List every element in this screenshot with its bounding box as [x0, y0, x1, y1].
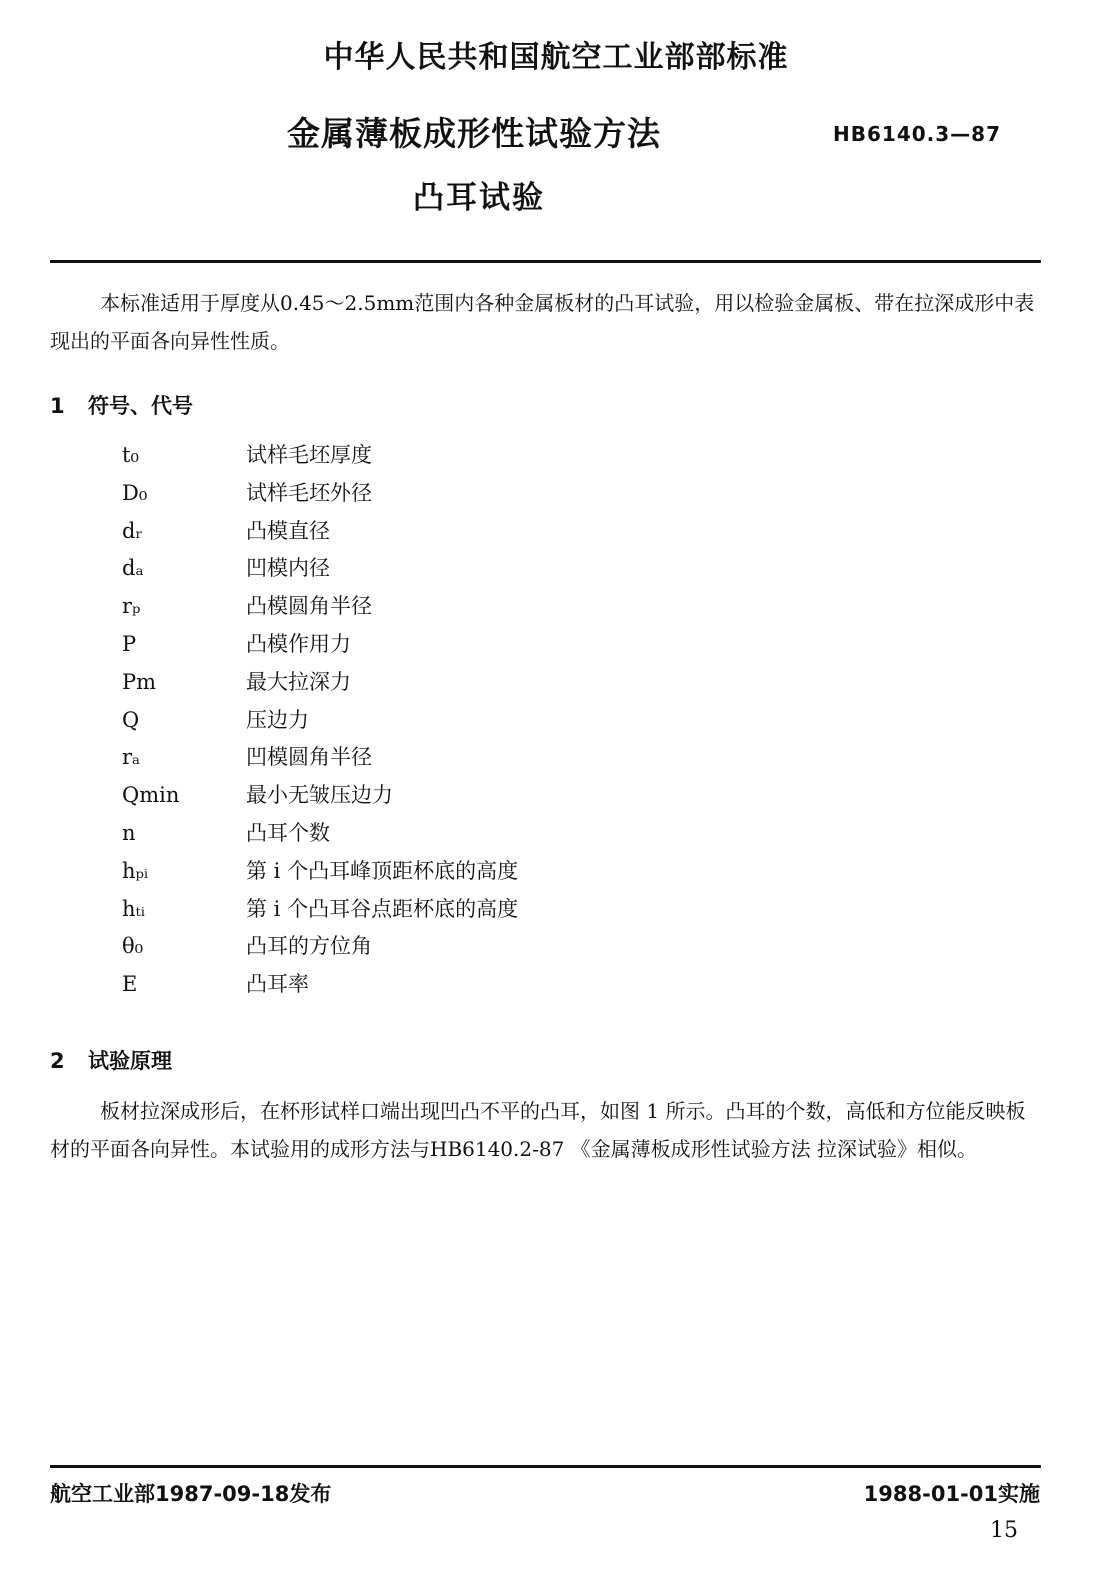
section-2-heading — [50, 1045, 172, 1075]
symbol: E — [122, 972, 138, 997]
document-subtitle: 凸耳试验 — [413, 180, 545, 216]
symbol: θ₀ — [122, 934, 144, 959]
symbol-description: 最大拉深力 — [246, 669, 351, 694]
section-number: 1 — [50, 394, 65, 418]
section-2-paragraph: 板材拉深成形后，在杯形试样口端出现凹凸不平的凸耳，如图 1 所示。凸耳的个数，高低和方位能反映板材的平面各向异性。本试验用的成形方法与HB6140.2-87 《金属薄板成形性试验方法 拉深试验》相似。 — [50, 1099, 1026, 1161]
symbol: dₐ — [122, 556, 144, 581]
symbol: n — [122, 820, 136, 845]
symbol: hₜᵢ — [122, 896, 145, 921]
symbol: Pm — [122, 669, 157, 694]
implementation-date: 1988-01-01实施 — [863, 1482, 1040, 1506]
section-title: 符号、代号 — [88, 394, 193, 418]
symbol: Q — [122, 707, 140, 732]
symbol-description: 试样毛坯厚度 — [246, 443, 372, 467]
symbol-description: 凸耳率 — [246, 972, 309, 997]
symbol-description: 试样毛坯外径 — [246, 480, 372, 505]
symbol-description: 凸耳个数 — [246, 820, 330, 845]
page-number: 15 — [990, 1518, 1018, 1543]
intro-paragraph: 本标准适用于厚度从0.45～2.5mm范围内各种金属板材的凸耳试验，用以检验金属板、带在拉深成形中表现出的平面各向异性性质。 — [50, 291, 1035, 353]
symbol-description: 凸耳的方位角 — [246, 934, 372, 959]
symbol-description: 凸模作用力 — [246, 631, 351, 656]
issue-date: 航空工业部1987-09-18发布 — [50, 1482, 332, 1506]
symbol-description: 凸模圆角半径 — [246, 594, 372, 619]
symbol: rₚ — [122, 594, 141, 619]
symbol-description: 压边力 — [246, 707, 309, 732]
symbol: rₐ — [122, 745, 141, 770]
symbol: Qmin — [122, 783, 180, 808]
section-number: 2 — [50, 1049, 65, 1073]
symbol: P — [122, 631, 137, 656]
standard-code: HB6140.3—87 — [833, 122, 1001, 146]
symbol-description: 最小无皱压边力 — [246, 783, 393, 808]
symbol-description: 凹模圆角半径 — [246, 745, 372, 770]
header-title: 中华人民共和国航空工业部部标准 — [323, 40, 789, 75]
symbol: D₀ — [122, 480, 148, 505]
section-title: 试验原理 — [88, 1049, 172, 1073]
document-title: 金属薄板成形性试验方法 — [287, 114, 661, 153]
section-1-heading — [50, 390, 193, 420]
symbol-description: 凹模内径 — [246, 556, 330, 581]
symbol-description: 第 i 个凸耳谷点距杯底的高度 — [246, 896, 519, 921]
symbol-description: 第 i 个凸耳峰顶距杯底的高度 — [246, 858, 519, 883]
symbol: dᵣ — [122, 518, 143, 543]
symbol-description: 凸模直径 — [246, 518, 330, 543]
symbol: hₚᵢ — [122, 858, 149, 883]
symbol: t₀ — [122, 443, 139, 467]
bottom-divider — [50, 1465, 1041, 1468]
top-divider — [50, 260, 1041, 263]
